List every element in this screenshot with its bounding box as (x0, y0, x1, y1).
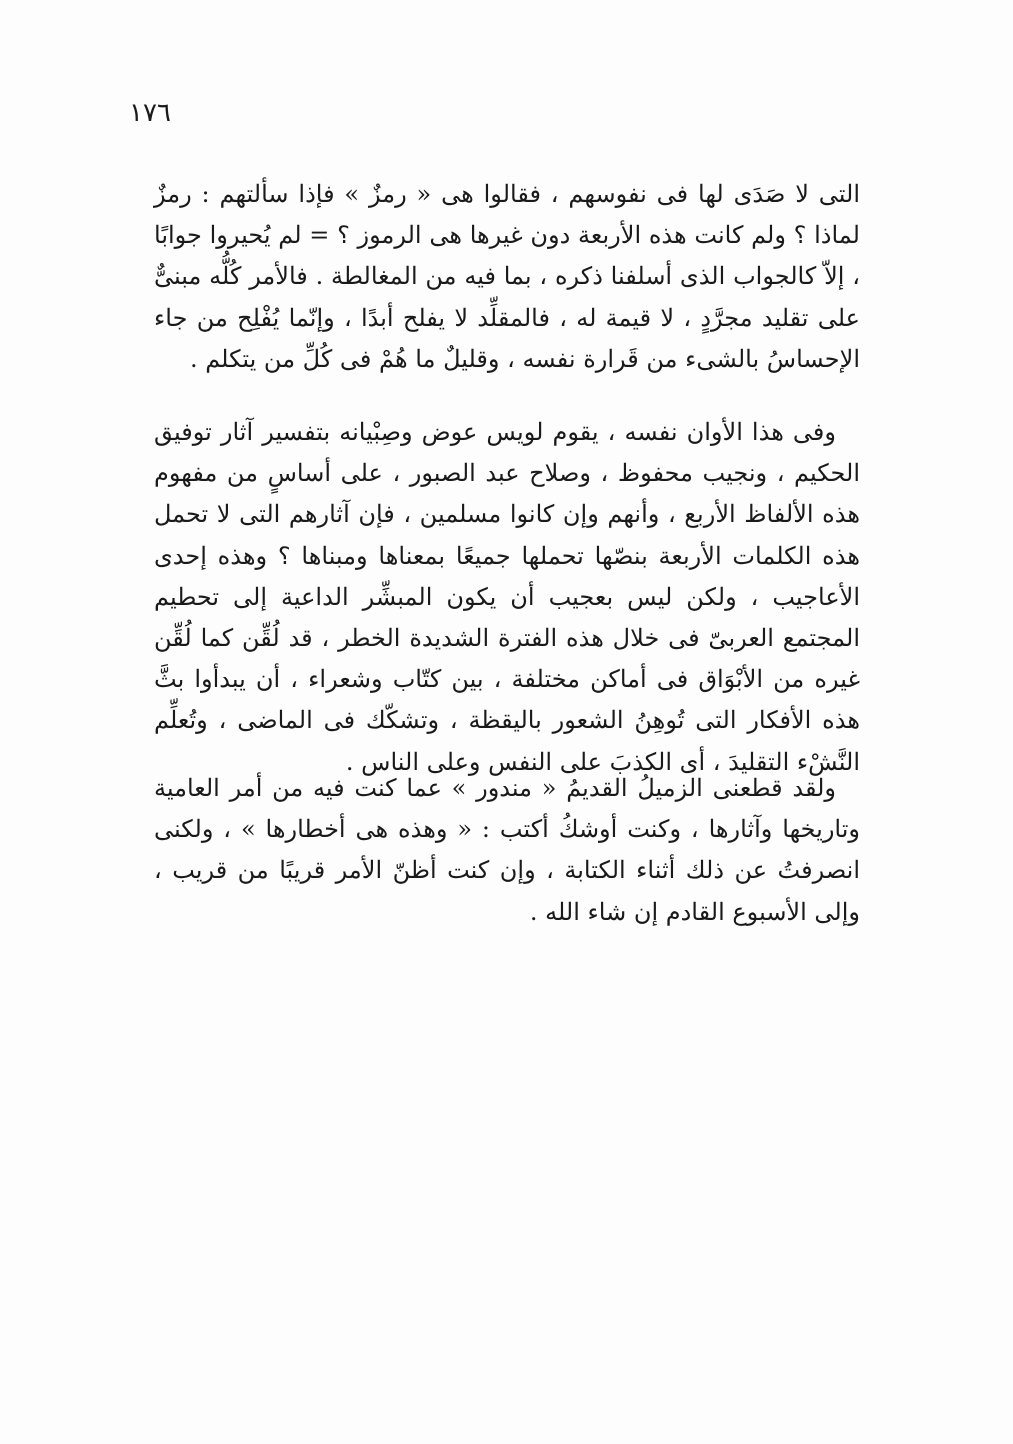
body-paragraph-3 (154, 768, 860, 933)
body-paragraph-1 (154, 174, 860, 380)
page-number: ١٧٦ (129, 98, 171, 128)
paragraph-text: ولقد قطعنى الزميلُ القديمُ « مندور » عما كنت فيه من أمر العامية وتاريخها وآثارها ، وكنت أوشكُ أكتب : « وهذه هى أخطارها » ، ولكنى انصرفتُ عن ذلك أثناء الكتابة ، وإن كنت أظنّ الأمر قريبًا من قريب ، وإلى الأسبوع القادم إن شاء الله . (154, 774, 860, 926)
body-paragraph-2 (154, 412, 860, 783)
paragraph-text: وفى هذا الأوان نفسه ، يقوم لويس عوض وصِبْيانه بتفسير آثار توفيق الحكيم ، ونجيب محفوظ ، وصلاح عبد الصبور ، على أساسٍ من مفهوم هذه الألفاظ الأربع ، وأنهم وإن كانوا مسلمين ، فإن آثارهم التى لا تحمل هذه الكلمات الأربعة بنصّها تحملها جميعًا بمعناها ومبناها ؟ وهذه إحدى الأعاجيب ، ولكن ليس بعجيب أن يكون المبشِّر الداعية إلى تحطيم المجتمع العربىّ فى خلال هذه الفترة الشديدة الخطر ، قد لُقِّن كما لُقِّن غيره من الأبْوَاق فى أماكن مختلفة ، بين كتّاب وشعراء ، أن يبدأوا بثَّ هذه الأفكار التى تُوهِنُ الشعور باليقظة ، وتشكّك فى الماضى ، وتُعلِّم النَّشْء التقليدَ ، أى الكذبَ على النفس وعلى الناس . (154, 418, 860, 776)
paragraph-text: التى لا صَدَى لها فى نفوسهم ، فقالوا هى « رمزٌ » فإذا سألتهم : رمزٌ لماذا ؟ ولم كانت هذه الأربعة دون غيرها هى الرموز ؟ = لم يُحيروا جوابًا ، إلاّ كالجواب الذى أسلفنا ذكره ، بما فيه من المغالطة . فالأمر كُلُّه مبنىٌّ على تقليد مجرَّدٍ ، لا قيمة له ، فالمقلِّد لا يفلح أبدًا ، وإنّما يُفْلِح من جاء الإحساسُ بالشىء من قَرارة نفسه ، وقليلٌ ما هُمْ فى كُلِّ من يتكلم . (154, 180, 860, 373)
